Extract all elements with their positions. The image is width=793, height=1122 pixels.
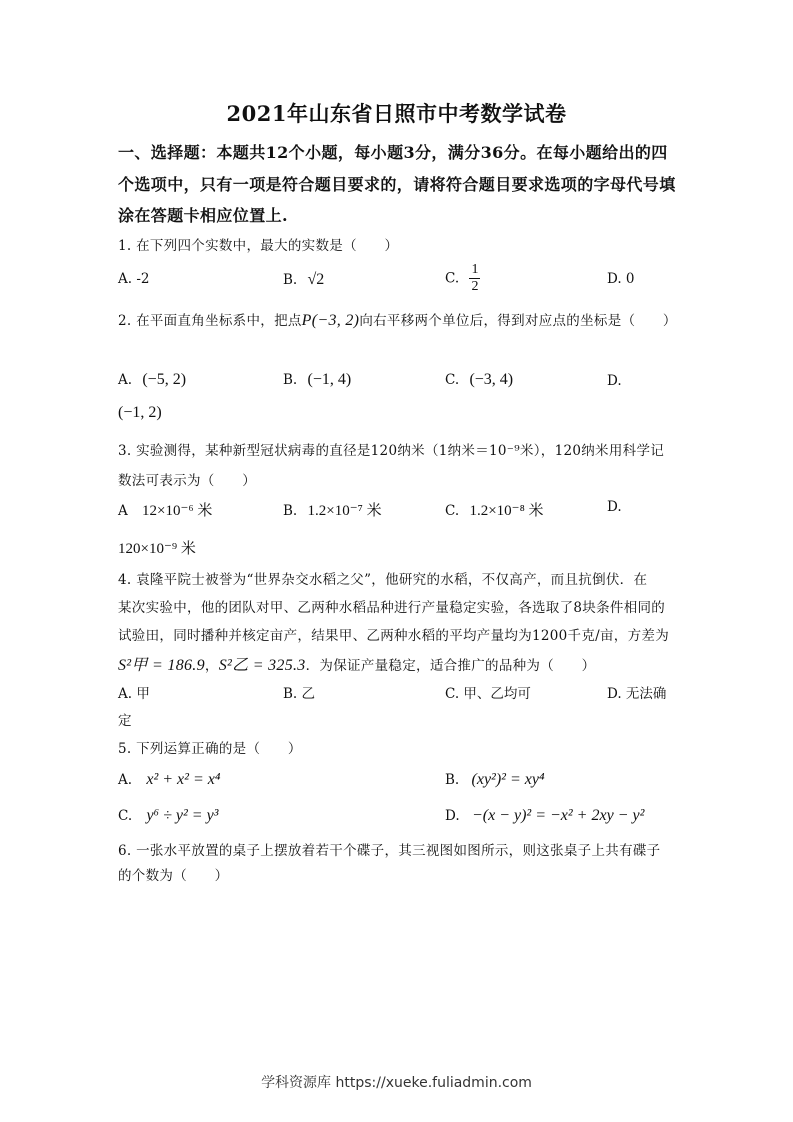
question-3-stem-line-2: 数法可表示为（ ） [118,473,256,489]
question-3-stem-line-1: 3. 实验测得，某种新型冠状病毒的直径是120纳米（1纳米＝10⁻⁹米），120纳米用科学记 [118,443,665,459]
question-6-line-2: 的个数为（ ） [118,868,229,884]
option-value: −(x − y)² = −x² + 2xy − y² [471,807,645,824]
fraction-denominator: 2 [471,279,479,294]
q2-option-c [445,371,513,389]
q2-option-b [283,371,351,389]
q3-option-c [445,499,544,520]
option-label: B. [283,503,298,519]
option-value: (−1, 4) [307,371,352,388]
option-label: B. [445,772,460,788]
question-5-stem: 5. 下列运算正确的是（ ） [118,741,302,757]
option-label: C. [445,503,460,519]
q1-option-c [445,262,480,295]
q4-option-c: C. 甲、乙均可 [445,686,531,702]
q4-option-b: B. 乙 [283,686,316,702]
question-4-line-2: 某次实验中，他的团队对甲、乙两种水稻品种进行产量稳定实验，各选取了8块条件相同的 [118,600,666,616]
q5-option-c [118,807,218,825]
question-6-line-1: 6. 一张水平放置的桌子上摆放着若干个碟子，其三视图如图所示，则这张桌子上共有碟子 [118,843,661,859]
q5-option-d [445,807,644,825]
fraction-numerator: 1 [471,262,479,277]
q3-option-d-value: 120×10⁻⁹ 米 [118,541,196,557]
q1-option-d: D. 0 [607,271,635,287]
q4-option-d-continued: 定 [118,713,132,729]
q3-option-b [283,499,382,520]
section-heading-line-3: 涂在答题卡相应位置上. [118,206,288,225]
question-4-line-4: S²甲 = 186.9，S²乙 = 325.3．为保证产量稳定，适合推广的品种为（ ） [118,657,596,674]
option-label: A. [118,372,133,388]
q4-option-a: A. 甲 [118,686,150,702]
option-label: B. [283,372,298,388]
question-2-stem [118,309,677,330]
sqrt-2-value: √2 [307,271,325,288]
question-4-line-1: 4. 袁隆平院士被誉为“世界杂交水稻之父”，他研究的水稻，不仅高产，而且抗倒伏．在 [118,572,648,588]
question-1-stem: 1. 在下列四个实数中，最大的实数是（ ） [118,238,399,254]
option-label: D. [445,808,460,824]
q2-option-d-label: D. [607,373,622,389]
option-label: C. [445,372,460,388]
option-value: y⁶ ÷ y² = y³ [146,807,219,824]
option-value: (−5, 2) [142,371,187,388]
option-label: C. [445,270,460,287]
option-label: A. [118,772,133,788]
section-heading-line-2: 个选项中，只有一项是符合题目要求的，请将符合题目要求选项的字母代号填 [118,175,676,194]
q1-option-b [283,271,324,289]
option-value: 1.2×10⁻⁸ 米 [469,503,544,519]
q2-option-d-value: (−1, 2) [118,404,162,421]
question-4-line-3: 试验田，同时播种并核定亩产，结果甲、乙两种水稻的平均产量均为1200千克/亩，方差为 [118,628,670,644]
option-label: A [118,503,128,519]
q4-option-d: D. 无法确 [607,686,667,702]
option-value: 1.2×10⁻⁷ 米 [307,503,382,519]
section-heading-line-1: 一、选择题：本题共12个小题，每小题3分，满分36分。在每小题给出的四 [118,143,668,162]
option-value: (−3, 4) [469,371,514,388]
footer-watermark: 学科资源库 https://xueke.fuliadmin.com [261,1075,532,1091]
option-label: B. [283,272,298,288]
variance-jia: S²甲 = 186.9 [118,657,205,674]
q5-option-b [445,771,545,789]
q1-option-a: A. -2 [118,271,150,287]
q2-stem-suffix: 向右平移两个单位后，得到对应点的坐标是（ ） [359,313,677,329]
q5-option-a [118,771,220,789]
option-value: x² + x² = x⁴ [146,771,221,788]
q4-stem-suffix: ．为保证产量稳定，适合推广的品种为（ ） [305,658,596,674]
q3-option-a [118,499,212,520]
option-value: 12×10⁻⁶ 米 [142,503,213,519]
q2-stem-prefix: 2. 在平面直角坐标系中，把点 [118,313,302,329]
fraction-one-half [469,262,480,295]
q3-option-d-label: D. [607,499,622,515]
variance-yi: S²乙 = 325.3 [218,657,306,674]
point-p: P(−3, 2) [301,312,360,329]
option-value: (xy²)² = xy⁴ [471,771,545,788]
q2-option-a [118,371,186,389]
page-title: 2021年山东省日照市中考数学试卷 [226,101,567,126]
option-label: C. [118,808,133,824]
